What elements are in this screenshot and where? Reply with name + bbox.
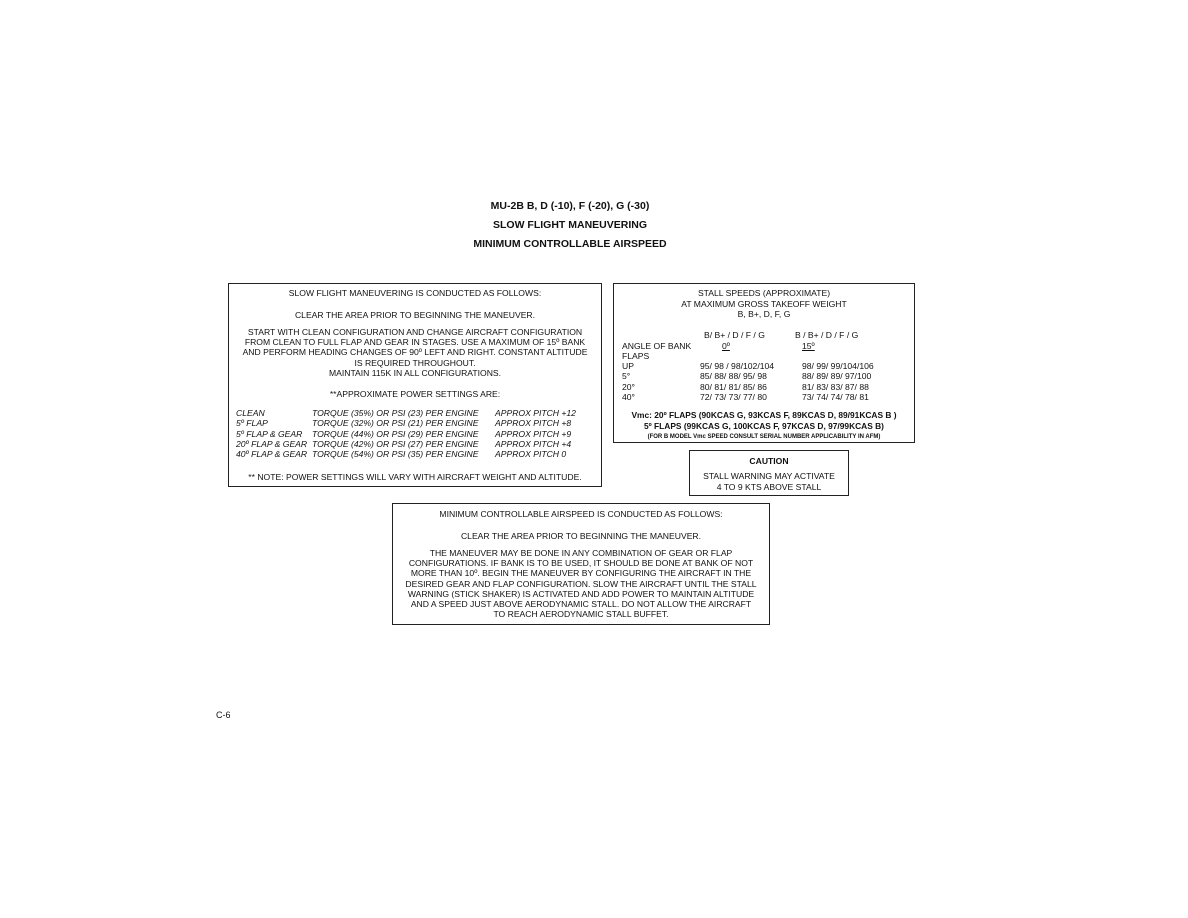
power-torque: TORQUE (44%) OR PSI (29) PER ENGINE: [312, 428, 479, 439]
power-pitch: APPROX PITCH +12: [495, 408, 576, 418]
stall-speed-15-bank: 73/ 74/ 74/ 78/ 81: [802, 391, 869, 402]
flaps-label: FLAPS: [622, 351, 650, 361]
power-torque: TORQUE (42%) OR PSI (27) PER ENGINE: [312, 438, 479, 449]
stall-speeds-weight: AT MAXIMUM GROSS TAKEOFF WEIGHT: [681, 298, 847, 309]
power-settings-table: [236, 408, 576, 459]
slow-flight-instructions: [229, 327, 601, 378]
power-torque: TORQUE (35%) OR PSI (23) PER ENGINE: [312, 408, 479, 418]
min-controllable-airspeed-box: [392, 503, 770, 625]
stall-speed-15-bank: 88/ 89/ 89/ 97/100: [802, 371, 872, 382]
stall-speeds-models: B, B+, D, F, G: [737, 309, 791, 319]
power-config: 5º FLAP & GEAR: [236, 428, 303, 439]
power-config: CLEAN: [236, 408, 265, 418]
flap-setting: 40°: [622, 391, 635, 402]
column-header-0-bank: B/ B+ / D / F / G: [704, 330, 765, 340]
table-row: [622, 392, 874, 402]
table-row: [622, 371, 874, 381]
table-row: [236, 449, 576, 459]
table-row: [622, 382, 874, 392]
power-torque: TORQUE (32%) OR PSI (21) PER ENGINE: [312, 418, 479, 429]
instruction-line: CONFIGURATIONS. IF BANK IS TO BE USED, IT SHOULD BE DONE AT BANK OF NOT: [408, 558, 754, 569]
slow-flight-box: [228, 283, 602, 487]
stall-speeds-title: STALL SPEEDS (APPROXIMATE): [697, 288, 831, 298]
bank-15-underlined: 15º: [802, 340, 815, 351]
vmc-20-flaps: Vmc: 20º FLAPS (90KCAS G, 93KCAS F, 89KCAS D, 89/91KCAS B ): [631, 410, 897, 420]
instruction-line: AND A SPEED JUST ABOVE AERODYNAMIC STALL. DO NOT ALLOW THE AIRCRAFT: [410, 599, 752, 610]
table-row: [236, 408, 576, 418]
caution-box: [689, 450, 849, 496]
header-subtitle-slow-flight: SLOW FLIGHT MANEUVERING: [493, 219, 647, 231]
header-subtitle-min-airspeed: MINIMUM CONTROLLABLE AIRSPEED: [473, 238, 667, 250]
stall-speed-0-bank: 85/ 88/ 88/ 95/ 98: [700, 371, 767, 382]
page-number: C-6: [216, 710, 231, 720]
power-config: 40º FLAP & GEAR: [236, 449, 308, 460]
instruction-line: FROM CLEAN TO FULL FLAP AND GEAR IN STAGES. USE A MAXIMUM OF 15º BANK: [244, 337, 586, 348]
instruction-line: WARNING (STICK SHAKER) IS ACTIVATED AND ADD POWER TO MAINTAIN ALTITUDE: [407, 588, 755, 599]
instruction-line: DESIRED GEAR AND FLAP CONFIGURATION. SLOW THE AIRCRAFT UNTIL THE STALL: [405, 578, 757, 589]
stall-speed-0-bank: 95/ 98 / 98/102/104: [700, 361, 775, 371]
bank-15-value: [802, 341, 815, 351]
header-title: MU-2B B, D (-10), F (-20), G (-30): [490, 200, 650, 212]
stall-speeds-box: [613, 283, 915, 443]
power-torque: TORQUE (54%) OR PSI (35) PER ENGINE: [312, 449, 479, 460]
vmc-5-flaps: 5º FLAPS (99KCAS G, 100KCAS F, 97KCAS D, 97/99KCAS B): [644, 421, 884, 431]
stall-speed-15-bank: 98/ 99/ 99/104/106: [802, 361, 874, 371]
slow-flight-heading: SLOW FLIGHT MANEUVERING IS CONDUCTED AS FOLLOWS:: [288, 288, 542, 298]
instruction-line: MORE THAN 10º. BEGIN THE MANEUVER BY CONFIGURING THE AIRCRAFT IN THE: [410, 568, 752, 579]
table-row: [236, 429, 576, 439]
slow-flight-clear-area: CLEAR THE AREA PRIOR TO BEGINNING THE MANEUVER.: [294, 310, 536, 320]
stall-speeds-table: [622, 361, 874, 402]
vmc-note: (FOR B MODEL Vmc SPEED CONSULT SERIAL NUMBER APPLICABILITY IN AFM): [647, 433, 881, 440]
min-airspeed-instructions: [393, 548, 769, 619]
stall-speed-0-bank: 72/ 73/ 73/ 77/ 80: [700, 391, 767, 402]
bank-0-underlined: 0º: [722, 340, 730, 351]
column-header-15-bank: B / B+ / D / F / G: [795, 330, 859, 340]
instruction-line: AND PERFORM HEADING CHANGES OF 90º LEFT AND RIGHT. CONSTANT ALTITUDE: [242, 347, 588, 358]
instruction-line: TO REACH AERODYNAMIC STALL BUFFET.: [493, 609, 669, 620]
table-row: [622, 361, 874, 371]
angle-of-bank-label: ANGLE OF BANK: [622, 340, 692, 351]
power-config: 5º FLAP: [236, 418, 268, 429]
caution-line-2: 4 TO 9 KTS ABOVE STALL: [716, 481, 822, 492]
power-settings-heading: **APPROXIMATE POWER SETTINGS ARE:: [329, 389, 501, 399]
power-config: 20º FLAP & GEAR: [236, 438, 308, 449]
min-airspeed-clear-area: CLEAR THE AREA PRIOR TO BEGINNING THE MANEUVER.: [460, 531, 702, 541]
min-airspeed-heading: MINIMUM CONTROLLABLE AIRSPEED IS CONDUCTED AS FOLLOWS:: [439, 509, 723, 519]
power-pitch: APPROX PITCH 0: [495, 449, 567, 460]
power-settings-note: ** NOTE: POWER SETTINGS WILL VARY WITH AIRCRAFT WEIGHT AND ALTITUDE.: [248, 472, 582, 482]
instruction-line: THE MANEUVER MAY BE DONE IN ANY COMBINATION OF GEAR OR FLAP: [429, 548, 733, 558]
bank-0-value: [722, 341, 730, 351]
power-pitch: APPROX PITCH +4: [495, 438, 572, 449]
instruction-line: START WITH CLEAN CONFIGURATION AND CHANGE AIRCRAFT CONFIGURATION: [247, 327, 583, 337]
caution-line-1: STALL WARNING MAY ACTIVATE: [703, 471, 835, 481]
table-row: [236, 439, 576, 449]
instruction-line: IS REQUIRED THROUGHOUT.: [354, 357, 476, 368]
table-row: [236, 418, 576, 428]
flap-setting: 20°: [622, 381, 635, 392]
flap-setting: UP: [622, 361, 634, 371]
power-pitch: APPROX PITCH +9: [495, 428, 572, 439]
stall-speed-0-bank: 80/ 81/ 81/ 85/ 86: [700, 381, 767, 392]
flap-setting: 5°: [622, 371, 631, 382]
caution-title: CAUTION: [749, 456, 789, 466]
power-pitch: APPROX PITCH +8: [495, 418, 572, 429]
stall-speed-15-bank: 81/ 83/ 83/ 87/ 88: [802, 381, 869, 392]
instruction-line: MAINTAIN 115K IN ALL CONFIGURATIONS.: [328, 367, 502, 378]
